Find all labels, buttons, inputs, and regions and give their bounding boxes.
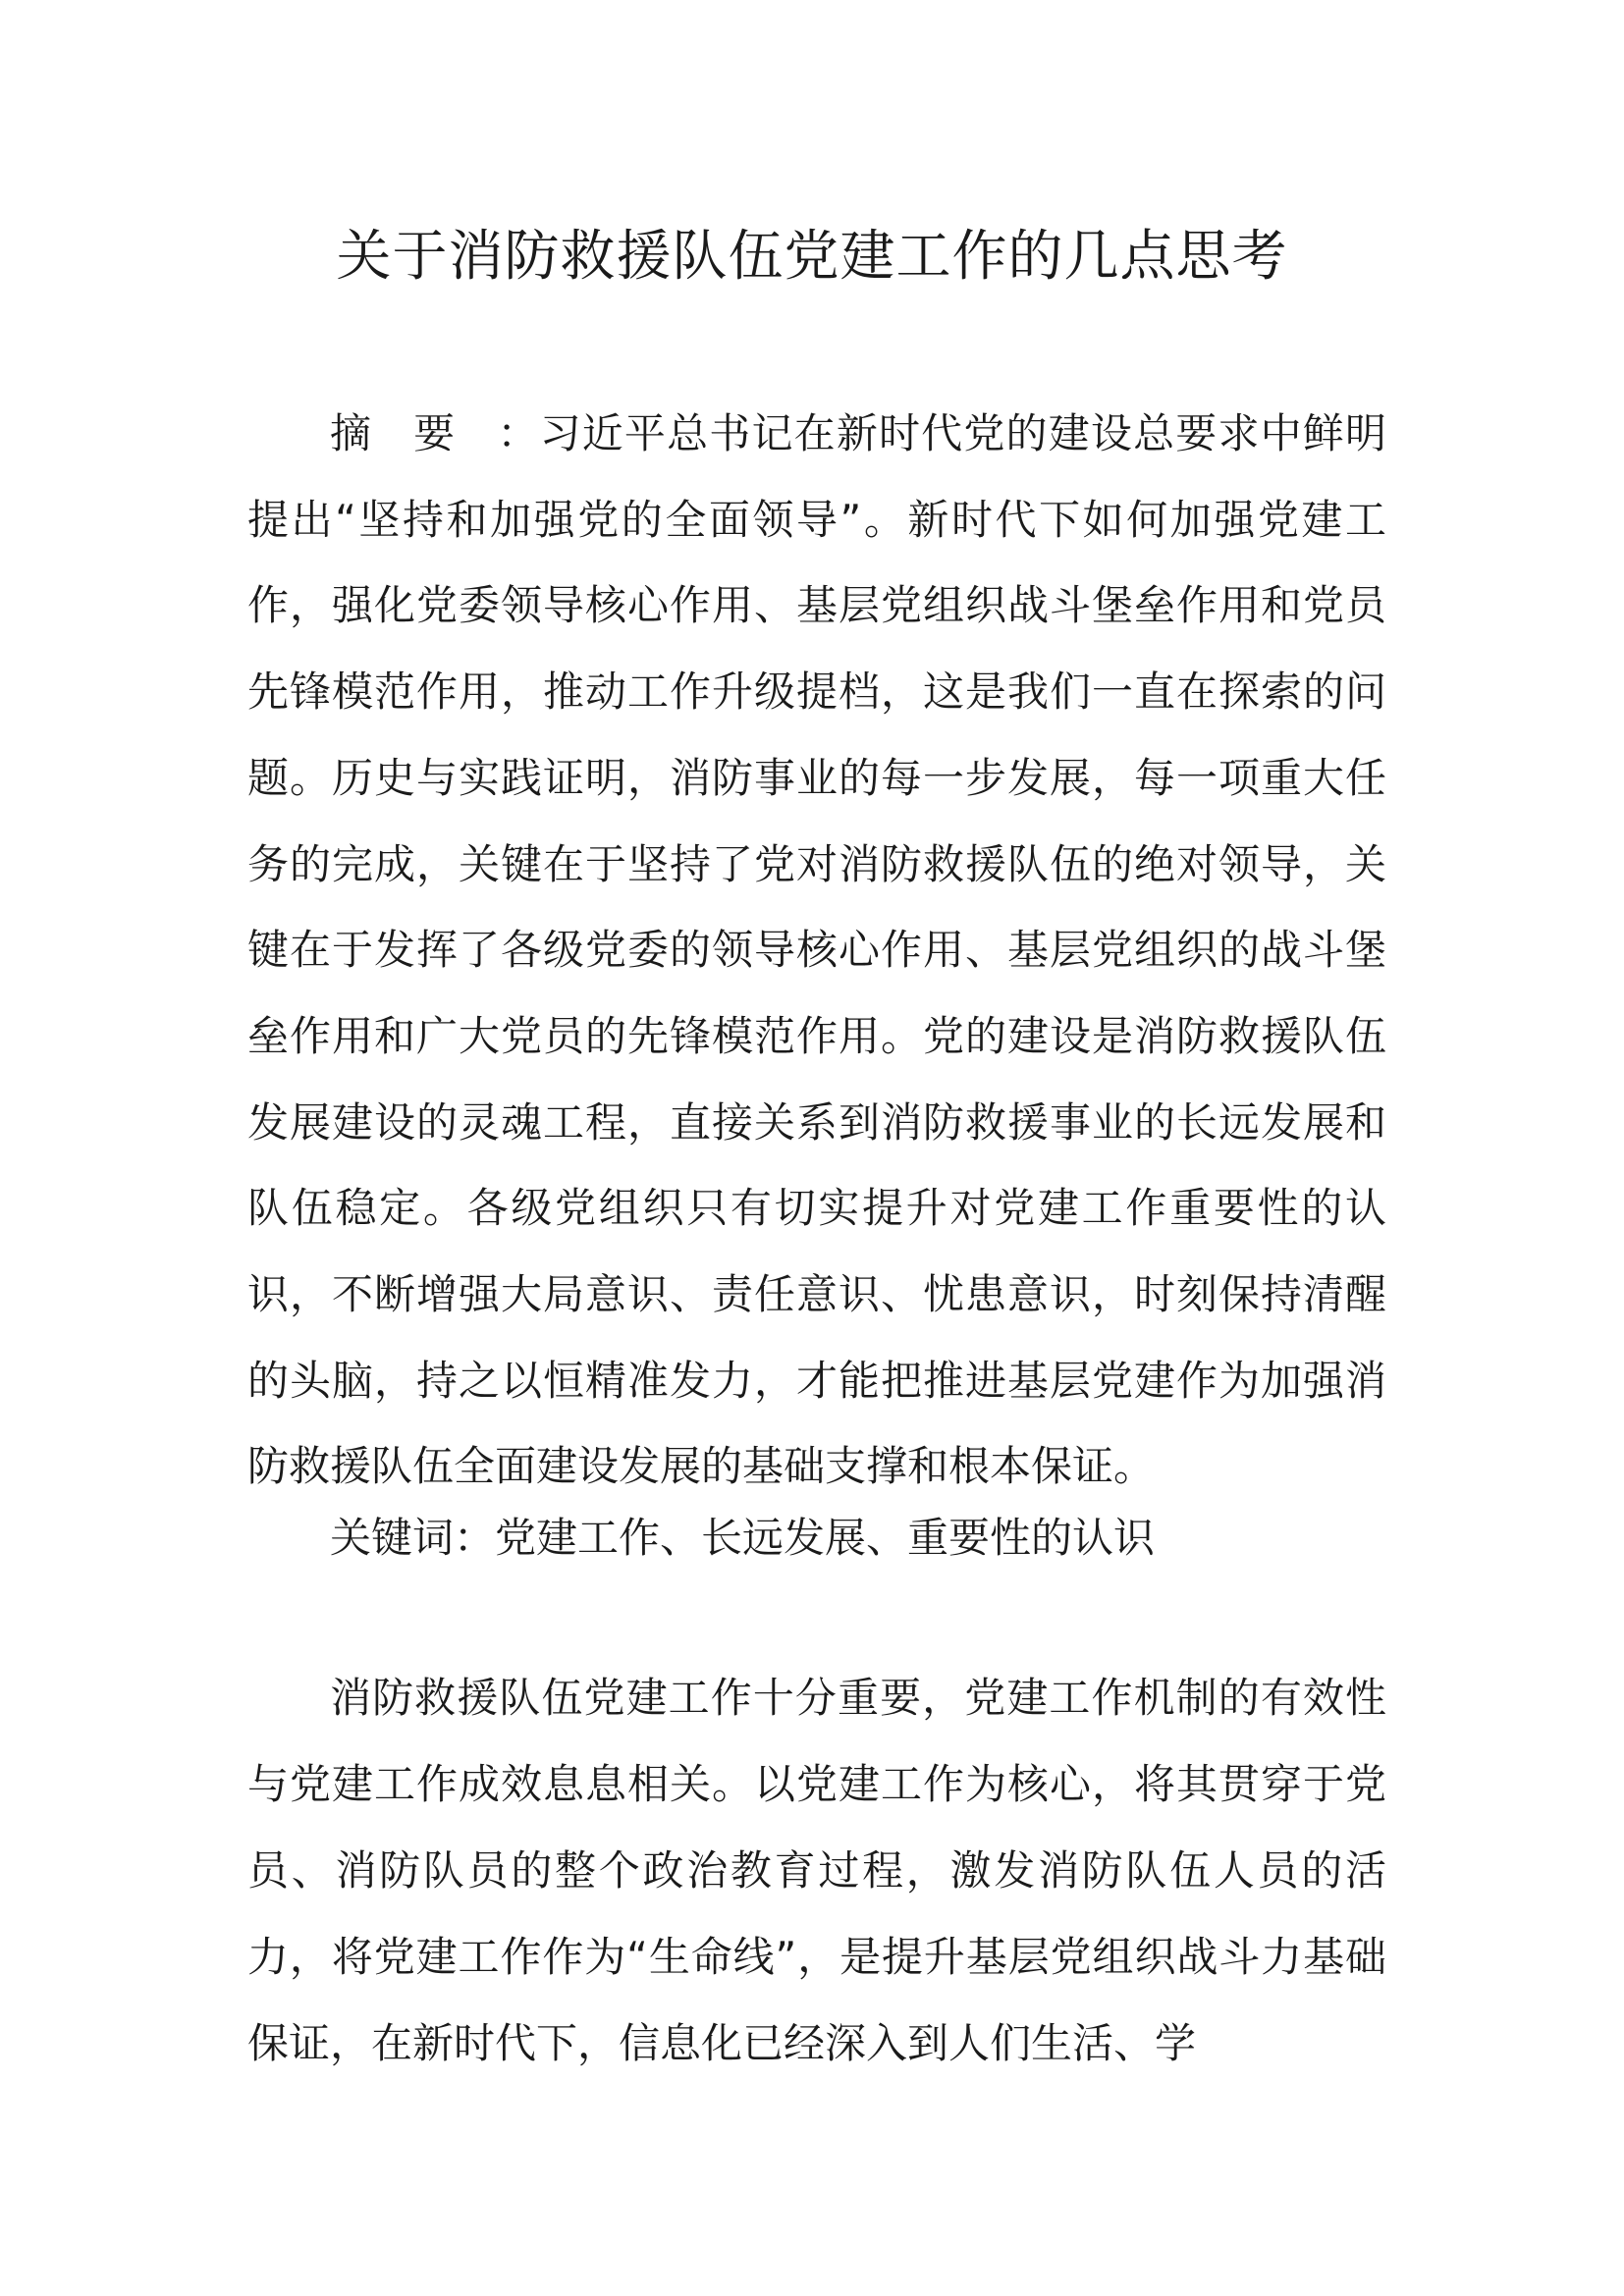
abstract-colon: ： [497,409,540,457]
keywords-text: 党建工作、长远发展、重要性的认识 [495,1514,1156,1562]
keywords-line [247,1495,1386,1580]
abstract-text: 习近平总书记在新时代党的建设总要求中鲜明提出“坚持和加强党的全面领导”。新时代下如何加强党建工作，强化党委领导核心作用、基层党组织战斗堡垒作用和党员先锋模范作用，推动工作升级提档，这是我们一直在探索的问题。历史与实践证明，消防事业的每一步发展，每一项重大任务的完成，关键在于坚持了党对消防救援队伍的绝对领导，关键在于发挥了各级党委的领导核心作用、基层党组织的战斗堡垒作用和广大党员的先锋模范作用。党的建设是消防救援队伍发展建设的灵魂工程，直接关系到消防救援事业的长远发展和队伍稳定。各级党组织只有切实提升对党建工作重要性的认识，不断增强大局意识、责任意识、忧患意识，时刻保持清醒的头脑，持之以恒精准发力，才能把推进基层党建作为加强消防救援队伍全面建设发展的基础支撑和根本保证。 [247,409,1386,1491]
keywords-label: 关键词： [330,1514,496,1562]
abstract-paragraph [247,391,1386,1510]
body-paragraph: 消防救援队伍党建工作十分重要，党建工作机制的有效性与党建工作成效息息相关。以党建工作为核心，将其贯穿于党员、消防队员的整个政治教育过程，激发消防队伍人员的活力，将党建工作作为“生命线”，是提升基层党组织战斗力基础保证，在新时代下，信息化已经深入到人们生活、学 [247,1674,1386,2067]
document-title: 关于消防救援队伍党建工作的几点思考 [336,225,1288,289]
abstract-label: 摘要 [330,409,498,457]
